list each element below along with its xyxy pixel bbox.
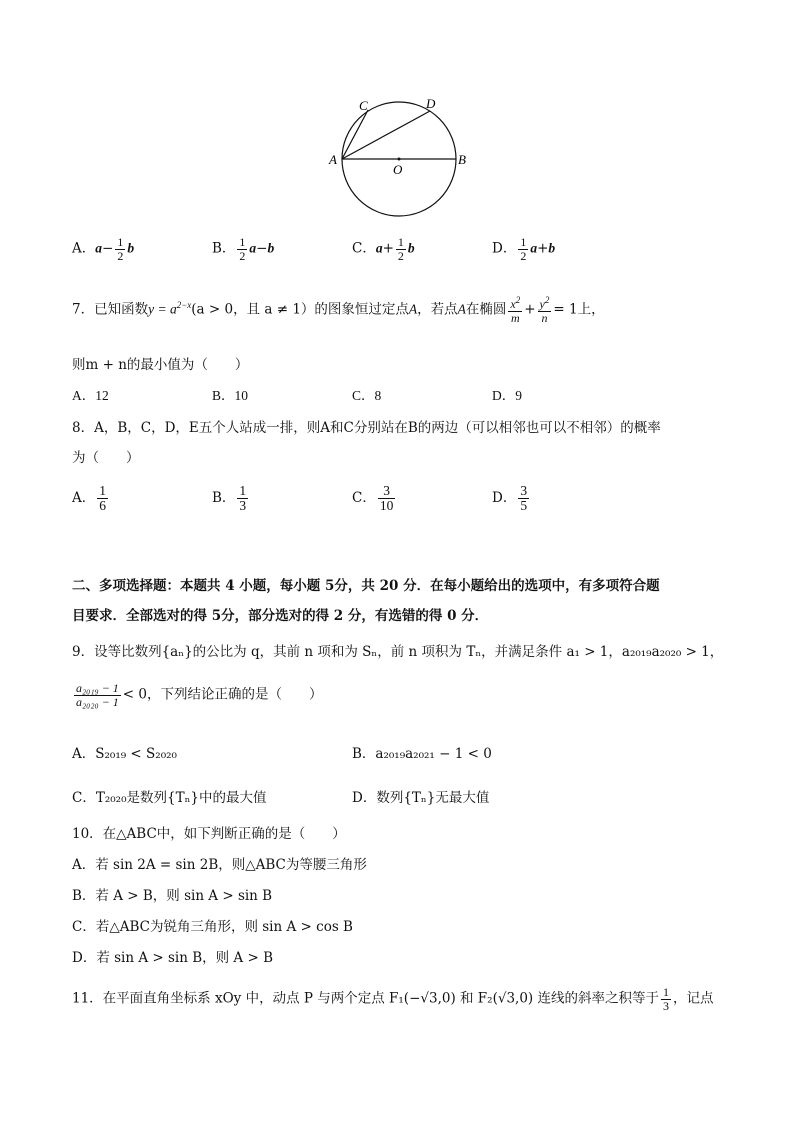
denominator: 2 [239,248,246,263]
q7-text: ，若点 [417,301,458,318]
q8-option-d[interactable] [492,484,531,513]
option-label: A． [72,240,96,257]
numerator: 1 [99,483,106,498]
q7-option-d[interactable]: D．9 [492,388,522,403]
q10-option-c[interactable]: C．若△ABC为锐角三角形，则 sin A > cos B [72,919,353,935]
option-label: C． [352,240,376,257]
vector-a: a [95,240,102,256]
ellipse-y-term: $\frac{y^2}{n}$ [539,295,550,325]
label-B: B [458,152,466,167]
q9-tail: < 0，下列结论正确的是（ ） [122,686,323,703]
vector-b: b [267,240,275,256]
denominator: 5 [520,498,528,514]
numerator: 1 [397,235,404,249]
vector-a: a [249,240,257,256]
denominator: a₂₀₂₀ − 1 [76,694,119,709]
fraction [518,484,529,513]
point-a: A [457,301,466,317]
option-label: C． [352,490,376,507]
q9-stem-line2 [72,682,323,708]
q11-tail: ，记点 [672,990,714,1007]
option-label: D． [492,490,517,507]
q8-option-c[interactable] [352,484,397,513]
denominator: 2 [520,248,527,263]
q11-stem [72,986,713,1012]
denominator: 2 [117,248,124,263]
option-label: A． [72,490,96,507]
q7-text: 7．已知函数 [72,301,149,318]
var-y: y [539,297,545,311]
fraction [518,236,528,262]
q7-option-b[interactable]: B．10 [212,388,249,403]
section2-heading-line1: 二、多项选择题：本题共 4 小题，每小题 5分，共 20 分．在每小题给出的选项中，有多项符合题 [72,578,660,594]
q7-stem-line2: 则m + n的最小值为（ ） [72,357,249,373]
q9-fraction [74,682,121,708]
option-label: B． [212,240,236,257]
ellipse-x-term: $\frac{x^2}{m}$ [510,295,521,325]
q9-stem-line1: 9．设等比数列{aₙ}的公比为 q，其前 n 项和为 Sₙ，前 n 项积为 Tₙ，并满足条件 a₁ > 1，a₂₀₁₉a₂₀₂₀ > 1， [72,644,724,660]
denominator: 3 [239,498,247,514]
q10-option-a[interactable]: A．若 sin 2A = sin 2B，则△ABC为等腰三角形 [72,857,367,873]
section2-heading-line2: 目要求．全部选对的得 5分，部分选对的得 2 分，有选错的得 0 分． [72,608,489,624]
center-dot [398,158,401,161]
operator: − [102,240,114,257]
numerator: 3 [378,484,396,499]
vector-a: a [375,240,383,256]
denominator: 10 [379,498,394,514]
q9-option-a[interactable]: A．S₂₀₁₉ < S₂₀₂₀ [72,746,177,762]
point-a: A [408,301,418,317]
q8-stem-line1: 8．A，B，C，D，E五个人站成一排，则A和C分别站在B的两边（可以相邻也可以不相邻）的概率 [72,420,661,436]
ellipse-rhs: = 1上， [553,301,605,318]
label-D: D [426,96,436,111]
fraction [97,484,108,513]
var-x: x [510,297,516,311]
q11-fraction [661,986,671,1012]
q11-text: 11．在平面直角坐标系 xOy 中，动点 P 与两个定点 F₁(−√3,0) 和 F₂(√3,0) 连线的斜率之积等于 [72,990,659,1007]
circle-figure [322,92,482,222]
vector-b: b [127,240,135,256]
denominator: 6 [99,498,106,514]
q10-stem: 10．在△ABC中，如下判断正确的是（ ） [72,826,346,842]
q6-option-d[interactable] [492,236,555,262]
operator: + [537,240,549,257]
q8-stem-line2: 为（ ） [72,450,140,466]
q6-option-b[interactable] [212,236,274,262]
numerator: 1 [520,235,527,249]
label-O: O [393,162,403,177]
condition: (a > 0，且 a ≠ 1）的图象恒过定点 [191,301,409,318]
var-m: m [510,310,520,325]
q7-option-c[interactable]: C．8 [352,388,382,403]
fraction [237,236,247,262]
numerator: 1 [662,985,669,999]
q9-option-c[interactable]: C．T₂₀₂₀是数列{Tₙ}中的最大值 [72,790,267,806]
q8-option-b[interactable] [212,484,250,513]
q7-text: 在椭圆 [465,301,507,318]
fraction [396,236,406,262]
operator: + [382,240,394,257]
label-A: A [329,152,337,167]
q10-option-b[interactable]: B．若 A > B，则 sin A > sin B [72,888,273,904]
fraction [378,484,396,513]
function-expr: y = a [148,301,177,317]
vector-b: b [407,240,415,256]
operator: − [256,240,268,257]
q7-stem-line1: 7．已知函数$y = a^{2-x}(a > 0$，且 a ≠ 1）的图象恒过定点A，若点A在椭圆 $\frac{x^2}{m}$ + $\frac{y^2}{n}$ = 1上， [72,295,605,325]
numerator: 1 [117,235,124,249]
option-label: B． [212,490,236,507]
denominator: 3 [662,998,669,1013]
q9-option-b[interactable]: B．a₂₀₁₉a₂₀₂₁ − 1 < 0 [352,746,492,762]
q7-option-a[interactable]: A．12 [72,388,109,403]
fraction [115,236,125,262]
vector-b: b [548,240,556,256]
q9-option-d[interactable]: D．数列{Tₙ}无最大值 [352,790,490,806]
q8-option-a[interactable] [72,484,110,513]
q6-option-a[interactable] [72,236,134,262]
fraction [237,484,248,513]
label-C: C [359,98,368,113]
numerator: 3 [520,483,528,498]
q10-option-d[interactable]: D．若 sin A > sin B，则 A > B [72,950,273,966]
denominator: 2 [397,248,404,263]
var-n: n [541,310,548,325]
q6-option-c[interactable] [352,236,415,262]
vector-a: a [530,240,538,256]
numerator: 1 [239,235,246,249]
option-label: D． [492,240,517,257]
numerator: 1 [239,483,247,498]
numerator: a₂₀₁₉ − 1 [76,681,119,695]
exponent: 2−x [176,300,192,311]
